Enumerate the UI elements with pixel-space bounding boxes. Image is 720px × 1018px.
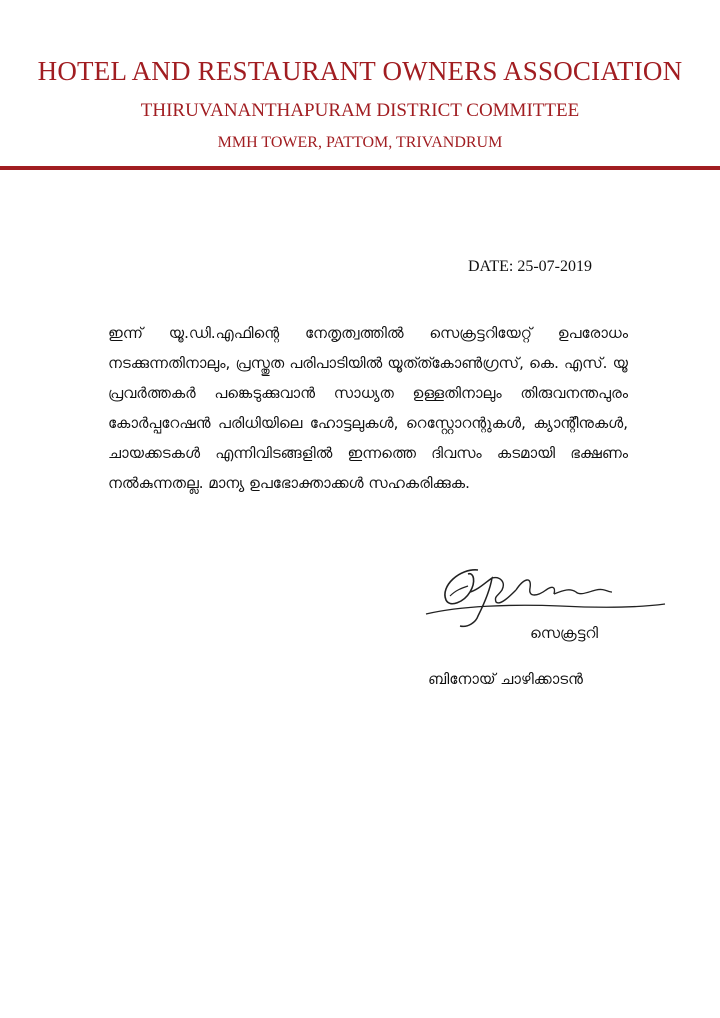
letter-body: ഇന്ന് യൂ.ഡി.എഫിന്റെ നേതൃത്വത്തിൽ സെക്രട്ടറിയേറ്റ് ഉപരോധം നടക്കുന്നതിനാലും, പ്രസ്തുത പരിപാടിയിൽ യൂത്ത്കോൺഗ്രസ്, കെ. എസ്. യൂ പ്രവർത്തകർ പങ്കെടുക്കുവാൻ സാധ്യത ഉള്ളതിനാലും തിരുവനന്തപുരം കോർപ്പറേഷൻ പരിധിയിലെ ഹോട്ടലുകൾ, റെസ്റ്റോറന്റുകൾ, ക്യാന്റീനുകൾ, ചായക്കടകൾ എന്നിവിടങ്ങളിൽ ഇന്നത്തെ ദിവസം കടമായി ഭക്ഷണം നൽകുന്നതല്ല. മാന്യ ഉപഭോക്താക്കൾ സഹകരിക്കുക. [108,324,628,492]
signatory-name: ബിനോയ് ചാഴിക്കാടൻ [428,670,583,688]
letter-date: DATE: 25-07-2019 [468,258,592,275]
committee-name: THIRUVANANTHAPURAM DISTRICT COMMITTEE [140,100,580,121]
organization-address: MMH TOWER, PATTOM, TRIVANDRUM [217,134,503,151]
header-divider [0,166,720,170]
signatory-title: സെക്രട്ടറി [530,624,598,642]
organization-name: HOTEL AND RESTAURANT OWNERS ASSOCIATION [37,56,683,86]
